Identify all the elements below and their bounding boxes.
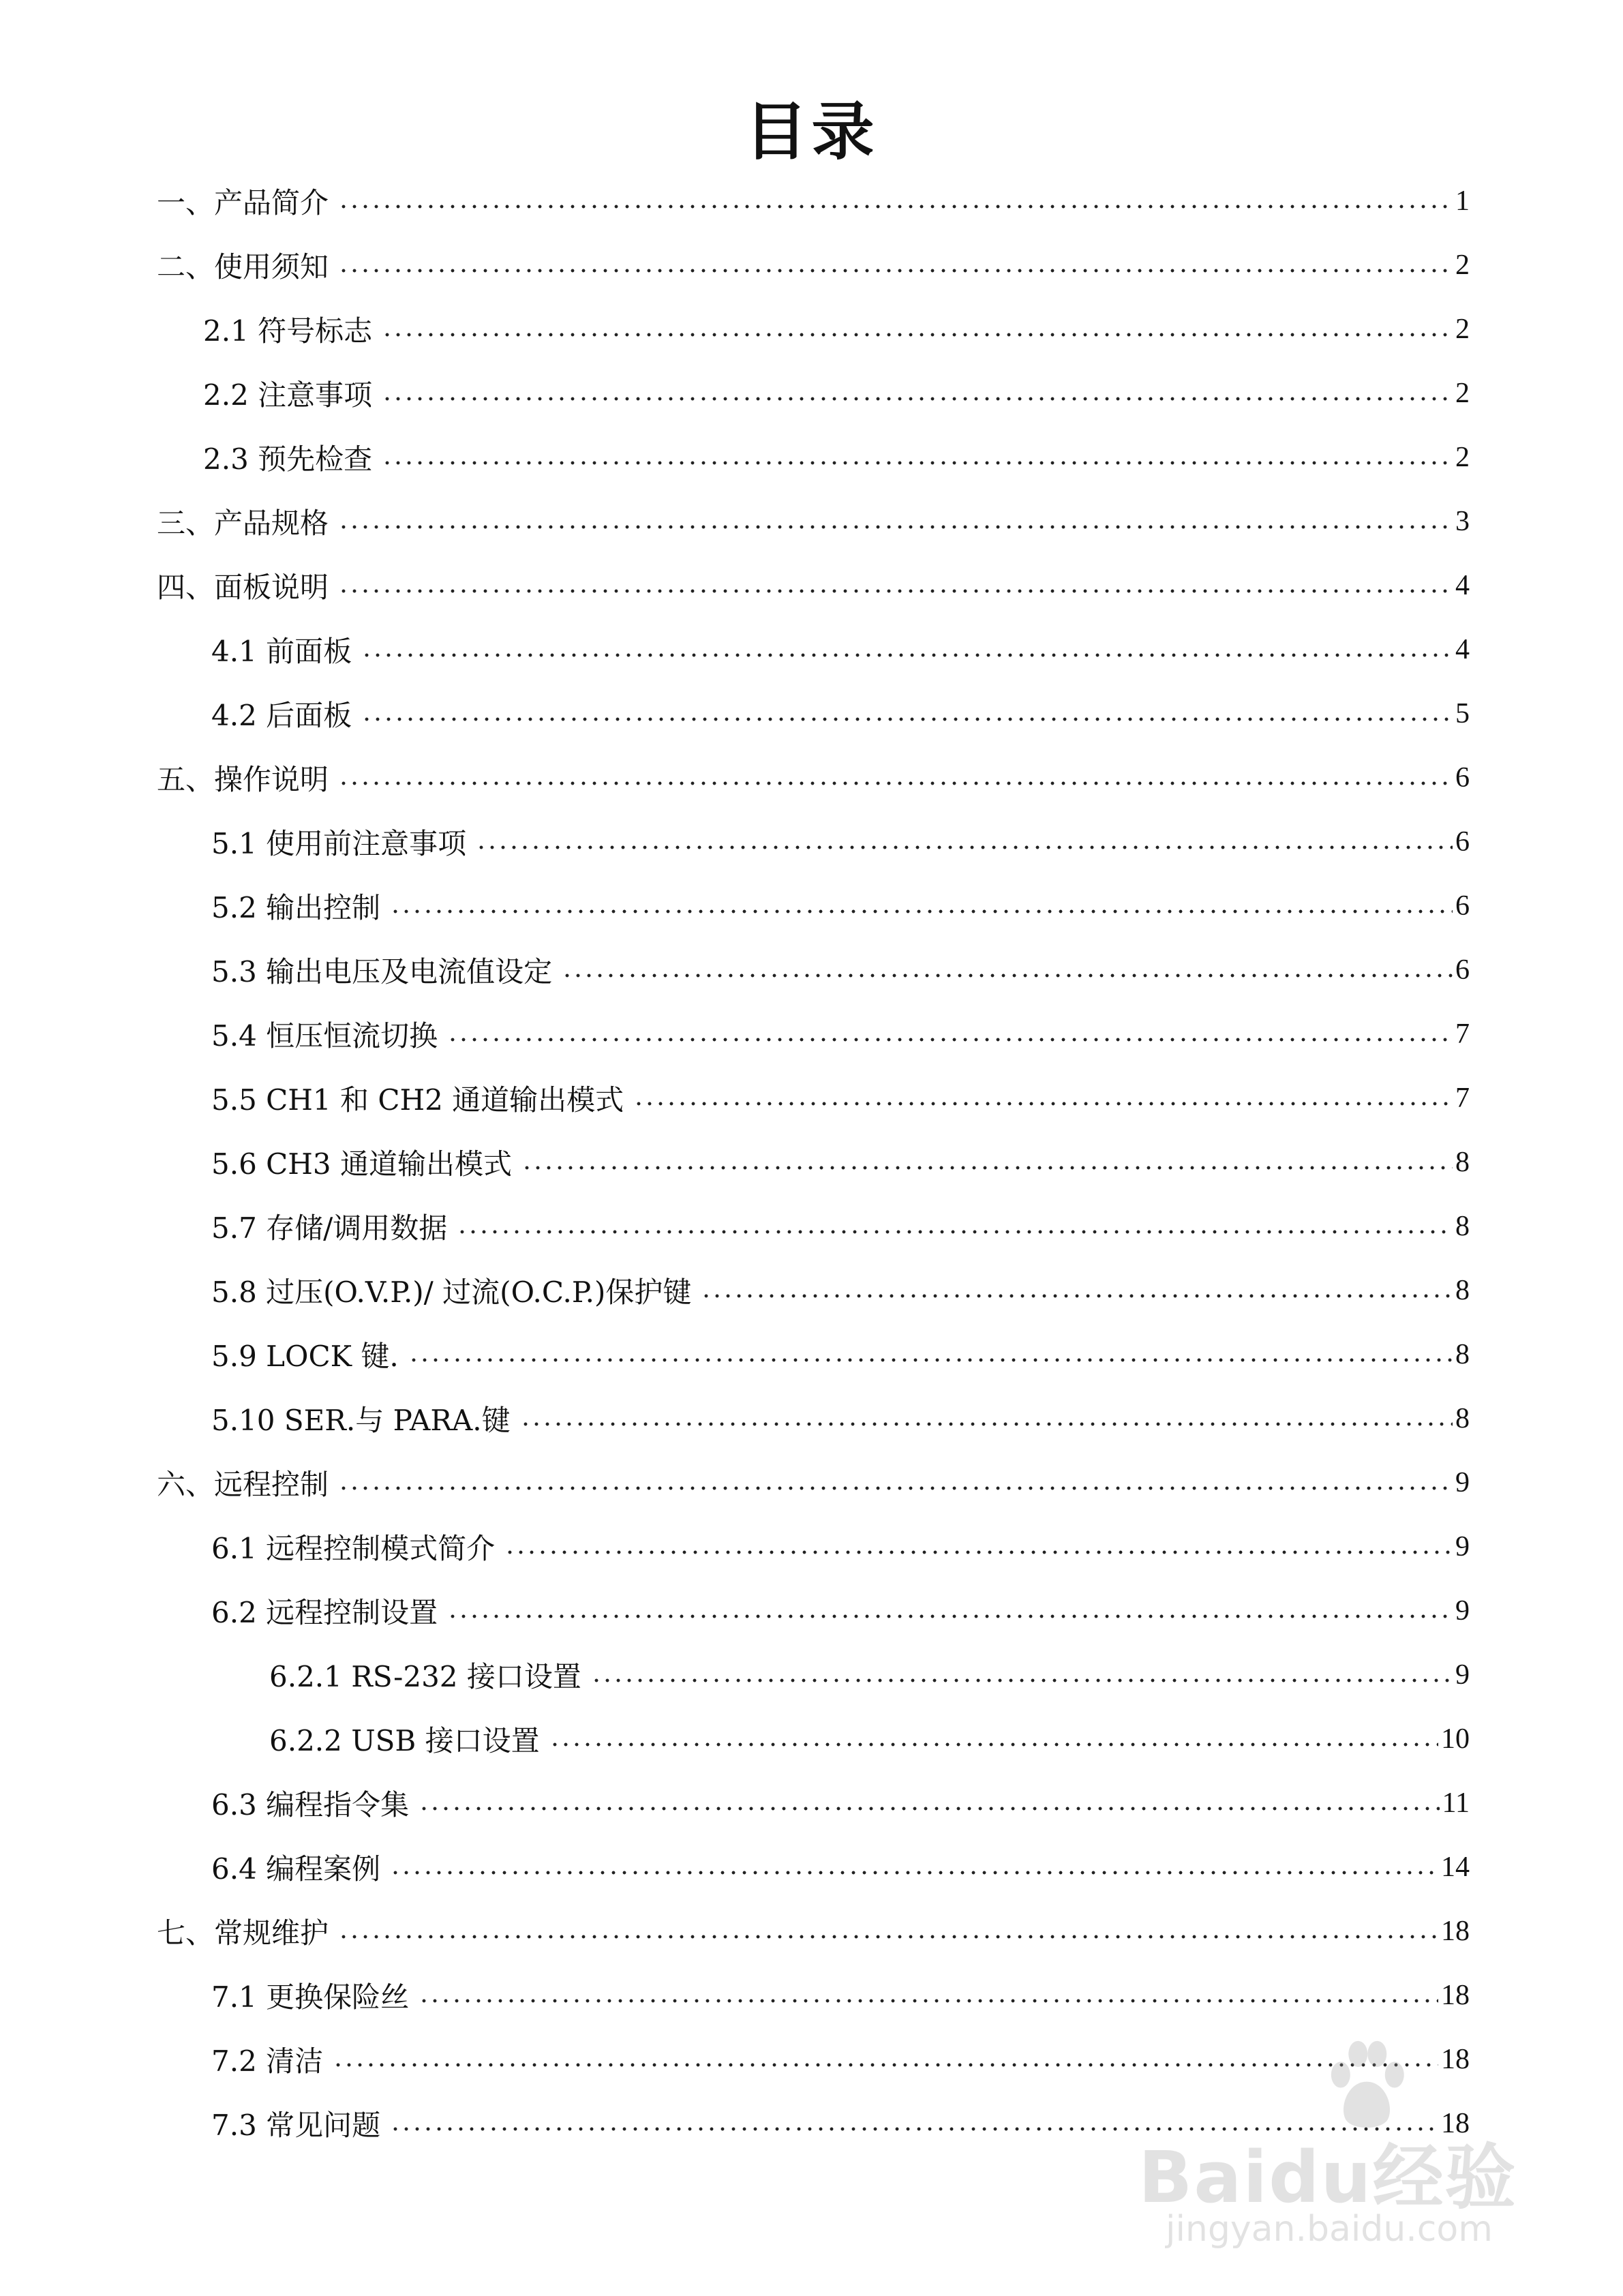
toc-leader-dots	[361, 653, 1453, 657]
toc-entry-label: 2.3 预先检查	[203, 442, 373, 476]
toc-page-number: 3	[1455, 506, 1470, 537]
toc-leader-dots	[562, 973, 1453, 978]
toc-leader-dots	[382, 333, 1453, 337]
toc-entry-label: 6.2.2 USB 接口设置	[269, 1724, 540, 1757]
toc-entry-6-2[interactable]	[211, 1584, 1470, 1638]
toc-entry-2-2[interactable]	[203, 366, 1470, 421]
toc-page-number: 2	[1455, 250, 1470, 281]
toc-leader-dots	[447, 1038, 1453, 1042]
toc-page-number: 8	[1455, 1403, 1470, 1434]
toc-entry-label: 6.4 编程案例	[211, 1852, 381, 1886]
toc-page-number: 14	[1441, 1852, 1470, 1883]
toc-page-number: 4	[1455, 570, 1470, 601]
toc-entry-label: 4.1 前面板	[211, 635, 352, 668]
toc-entry-5-1[interactable]	[211, 815, 1470, 869]
toc-leader-dots	[338, 205, 1453, 209]
toc-entry-5-5[interactable]	[211, 1071, 1470, 1126]
toc-entry-5-9[interactable]	[211, 1327, 1470, 1382]
toc-entry-5-8[interactable]	[211, 1263, 1470, 1318]
toc-entry-5-4[interactable]	[211, 1007, 1470, 1061]
toc-page-number: 8	[1455, 1211, 1470, 1242]
toc-page-number: 8	[1455, 1339, 1470, 1370]
toc-entry-2-3[interactable]	[203, 430, 1470, 485]
toc-entry-label: 五、操作说明	[157, 763, 329, 796]
toc-entry-4-1[interactable]	[211, 622, 1470, 677]
toc-leader-dots	[701, 1294, 1453, 1298]
toc-leader-dots	[591, 1678, 1453, 1682]
toc-entry-label: 2.2 注意事项	[203, 378, 373, 412]
toc-entry-label: 5.3 输出电压及电流值设定	[211, 955, 553, 988]
toc-entry-5-6[interactable]	[211, 1135, 1470, 1190]
toc-page-number: 9	[1455, 1531, 1470, 1562]
toc-entry-label: 5.8 过压(O.V.P.)/ 过流(O.C.P.)保护键	[211, 1275, 692, 1309]
toc-entry-6-2-2[interactable]	[269, 1712, 1470, 1766]
toc-entry-label: 5.10 SER.与 PARA.键	[211, 1404, 511, 1437]
toc-entry-6[interactable]	[157, 1455, 1470, 1510]
toc-entry-3[interactable]	[157, 494, 1470, 549]
toc-leader-dots	[457, 1230, 1453, 1234]
toc-entry-label: 5.1 使用前注意事项	[211, 827, 467, 860]
toc-leader-dots	[504, 1550, 1453, 1554]
toc-page-number: 2	[1455, 314, 1470, 345]
toc-entry-5-7[interactable]	[211, 1199, 1470, 1254]
toc-entry-5-10[interactable]	[211, 1391, 1470, 1446]
toc-entry-label: 四、面板说明	[157, 571, 329, 604]
toc-page-number: 8	[1455, 1275, 1470, 1306]
toc-leader-dots	[338, 269, 1453, 273]
toc-entry-label: 6.2 远程控制设置	[211, 1596, 438, 1629]
toc-page-number: 5	[1455, 698, 1470, 729]
toc-entry-label: 5.9 LOCK 键.	[211, 1340, 399, 1373]
toc-leader-dots	[382, 397, 1453, 401]
paw-logo-icon	[1322, 2038, 1411, 2134]
toc-entry-6-3[interactable]	[211, 1776, 1470, 1830]
toc-entry-5-3[interactable]	[211, 943, 1470, 997]
toc-page-number: 9	[1455, 1595, 1470, 1627]
toc-leader-dots	[408, 1358, 1453, 1362]
toc-entry-7-1[interactable]	[211, 1968, 1470, 2023]
toc-page-number: 6	[1455, 826, 1470, 858]
toc-leader-dots	[338, 781, 1453, 785]
page-title: 目录	[744, 95, 879, 168]
toc-page-number: 18	[1441, 2108, 1470, 2139]
toc-leader-dots	[633, 1102, 1453, 1106]
toc-leader-dots	[361, 717, 1453, 721]
toc-entry-label: 三、产品规格	[157, 507, 329, 540]
toc-page-number: 6	[1455, 890, 1470, 922]
toc-page-number: 2	[1455, 378, 1470, 409]
toc-leader-dots	[382, 461, 1453, 465]
toc-entry-label: 二、使用须知	[157, 250, 329, 284]
toc-leader-dots	[549, 1742, 1438, 1747]
toc-leader-dots	[338, 1486, 1453, 1490]
toc-entry-label: 5.6 CH3 通道输出模式	[211, 1147, 512, 1181]
toc-entry-label: 4.2 后面板	[211, 699, 352, 732]
toc-page-number: 6	[1455, 762, 1470, 794]
toc-entry-label: 六、远程控制	[157, 1468, 329, 1501]
toc-leader-dots	[390, 909, 1453, 913]
toc-page-number: 7	[1455, 1083, 1470, 1114]
toc-page-number: 18	[1441, 2044, 1470, 2075]
toc-leader-dots	[338, 1935, 1438, 1939]
toc-entry-label: 七、常规维护	[157, 1916, 329, 1950]
baidu-jingyan-watermark	[1138, 2038, 1520, 2263]
toc-page-number: 7	[1455, 1018, 1470, 1050]
toc-entry-6-1[interactable]	[211, 1520, 1470, 1574]
toc-entry-7[interactable]	[157, 1904, 1470, 1959]
toc-entry-2-1[interactable]	[203, 302, 1470, 357]
toc-leader-dots	[476, 845, 1453, 849]
toc-entry-label: 6.2.1 RS-232 接口设置	[269, 1660, 581, 1693]
toc-entry-label: 5.7 存储/调用数据	[211, 1211, 448, 1245]
toc-leader-dots	[338, 525, 1453, 529]
toc-page-number: 9	[1455, 1659, 1470, 1691]
toc-entry-label: 7.2 清洁	[211, 2044, 324, 2078]
toc-entry-label: 6.1 远程控制模式简介	[211, 1532, 496, 1565]
toc-page-number: 2	[1455, 442, 1470, 473]
toc-entry-6-4[interactable]	[211, 1840, 1470, 1894]
toc-entry-2[interactable]	[157, 238, 1470, 292]
toc-leader-dots	[419, 1807, 1439, 1811]
toc-entry-label: 2.1 符号标志	[203, 314, 373, 348]
toc-entry-label: 7.1 更换保险丝	[211, 1980, 410, 2014]
toc-entry-6-2-1[interactable]	[269, 1648, 1470, 1702]
toc-page-number: 18	[1441, 1980, 1470, 2011]
toc-page-number: 6	[1455, 954, 1470, 986]
toc-entry-label: 5.4 恒压恒流切换	[211, 1019, 438, 1053]
toc-entry-1[interactable]	[157, 174, 1470, 228]
toc-page-number: 1	[1455, 185, 1470, 217]
toc-page-number: 9	[1455, 1467, 1470, 1498]
toc-leader-dots	[521, 1166, 1453, 1170]
toc-page-number: 10	[1441, 1723, 1470, 1755]
toc-entry-5-2[interactable]	[211, 879, 1470, 933]
toc-leader-dots	[419, 1999, 1438, 2003]
toc-entry-label: 7.3 常见问题	[211, 2109, 381, 2142]
toc-leader-dots	[520, 1422, 1453, 1426]
toc-entry-label: 6.3 编程指令集	[211, 1788, 410, 1822]
toc-entry-label: 5.2 输出控制	[211, 891, 381, 924]
toc-page-number: 18	[1441, 1916, 1470, 1947]
toc-page-number: 11	[1442, 1787, 1470, 1819]
toc-entry-label: 一、产品简介	[157, 186, 329, 220]
toc-leader-dots	[338, 589, 1453, 593]
toc-page-number: 4	[1455, 634, 1470, 665]
toc-leader-dots	[447, 1614, 1453, 1618]
watermark-logo-text: Baidu经验	[1138, 2136, 1517, 2219]
watermark-url-text: jingyan.baidu.com	[1166, 2209, 1493, 2250]
toc-entry-label: 5.5 CH1 和 CH2 通道输出模式	[211, 1083, 624, 1117]
toc-entry-4-2[interactable]	[211, 686, 1470, 741]
toc-entry-5[interactable]	[157, 751, 1470, 805]
toc-leader-dots	[390, 1871, 1438, 1875]
toc-page-number: 8	[1455, 1147, 1470, 1178]
toc-entry-4[interactable]	[157, 558, 1470, 613]
